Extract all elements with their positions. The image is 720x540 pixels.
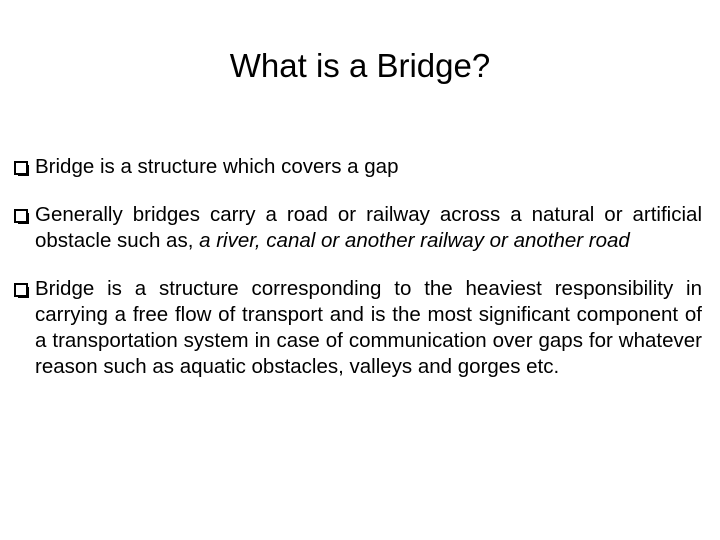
bullet-text: Bridge is a structure corresponding to the heaviest responsibility in carrying a free flow of transport and is the most significant component of a transportation system in case of communication over gaps for whatever reason such as aquatic obstacles, valleys and gorges etc. xyxy=(35,277,702,378)
bullet-list xyxy=(14,154,702,402)
slide-title: What is a Bridge? xyxy=(229,47,491,84)
checkbox-bullet-icon xyxy=(14,209,29,224)
checkbox-bullet-icon xyxy=(14,283,29,298)
bullet-text: Bridge is a structure which covers a gap xyxy=(35,155,399,178)
bullet-item xyxy=(14,276,702,380)
bullet-italic-text: a river, canal or another railway or another road xyxy=(199,229,630,252)
bullet-item xyxy=(14,154,702,180)
bullet-text: Generally bridges carry a road or railway across a natural or artificial obstacle such as, xyxy=(35,203,702,252)
checkbox-bullet-icon xyxy=(14,161,29,176)
bullet-item xyxy=(14,202,702,254)
